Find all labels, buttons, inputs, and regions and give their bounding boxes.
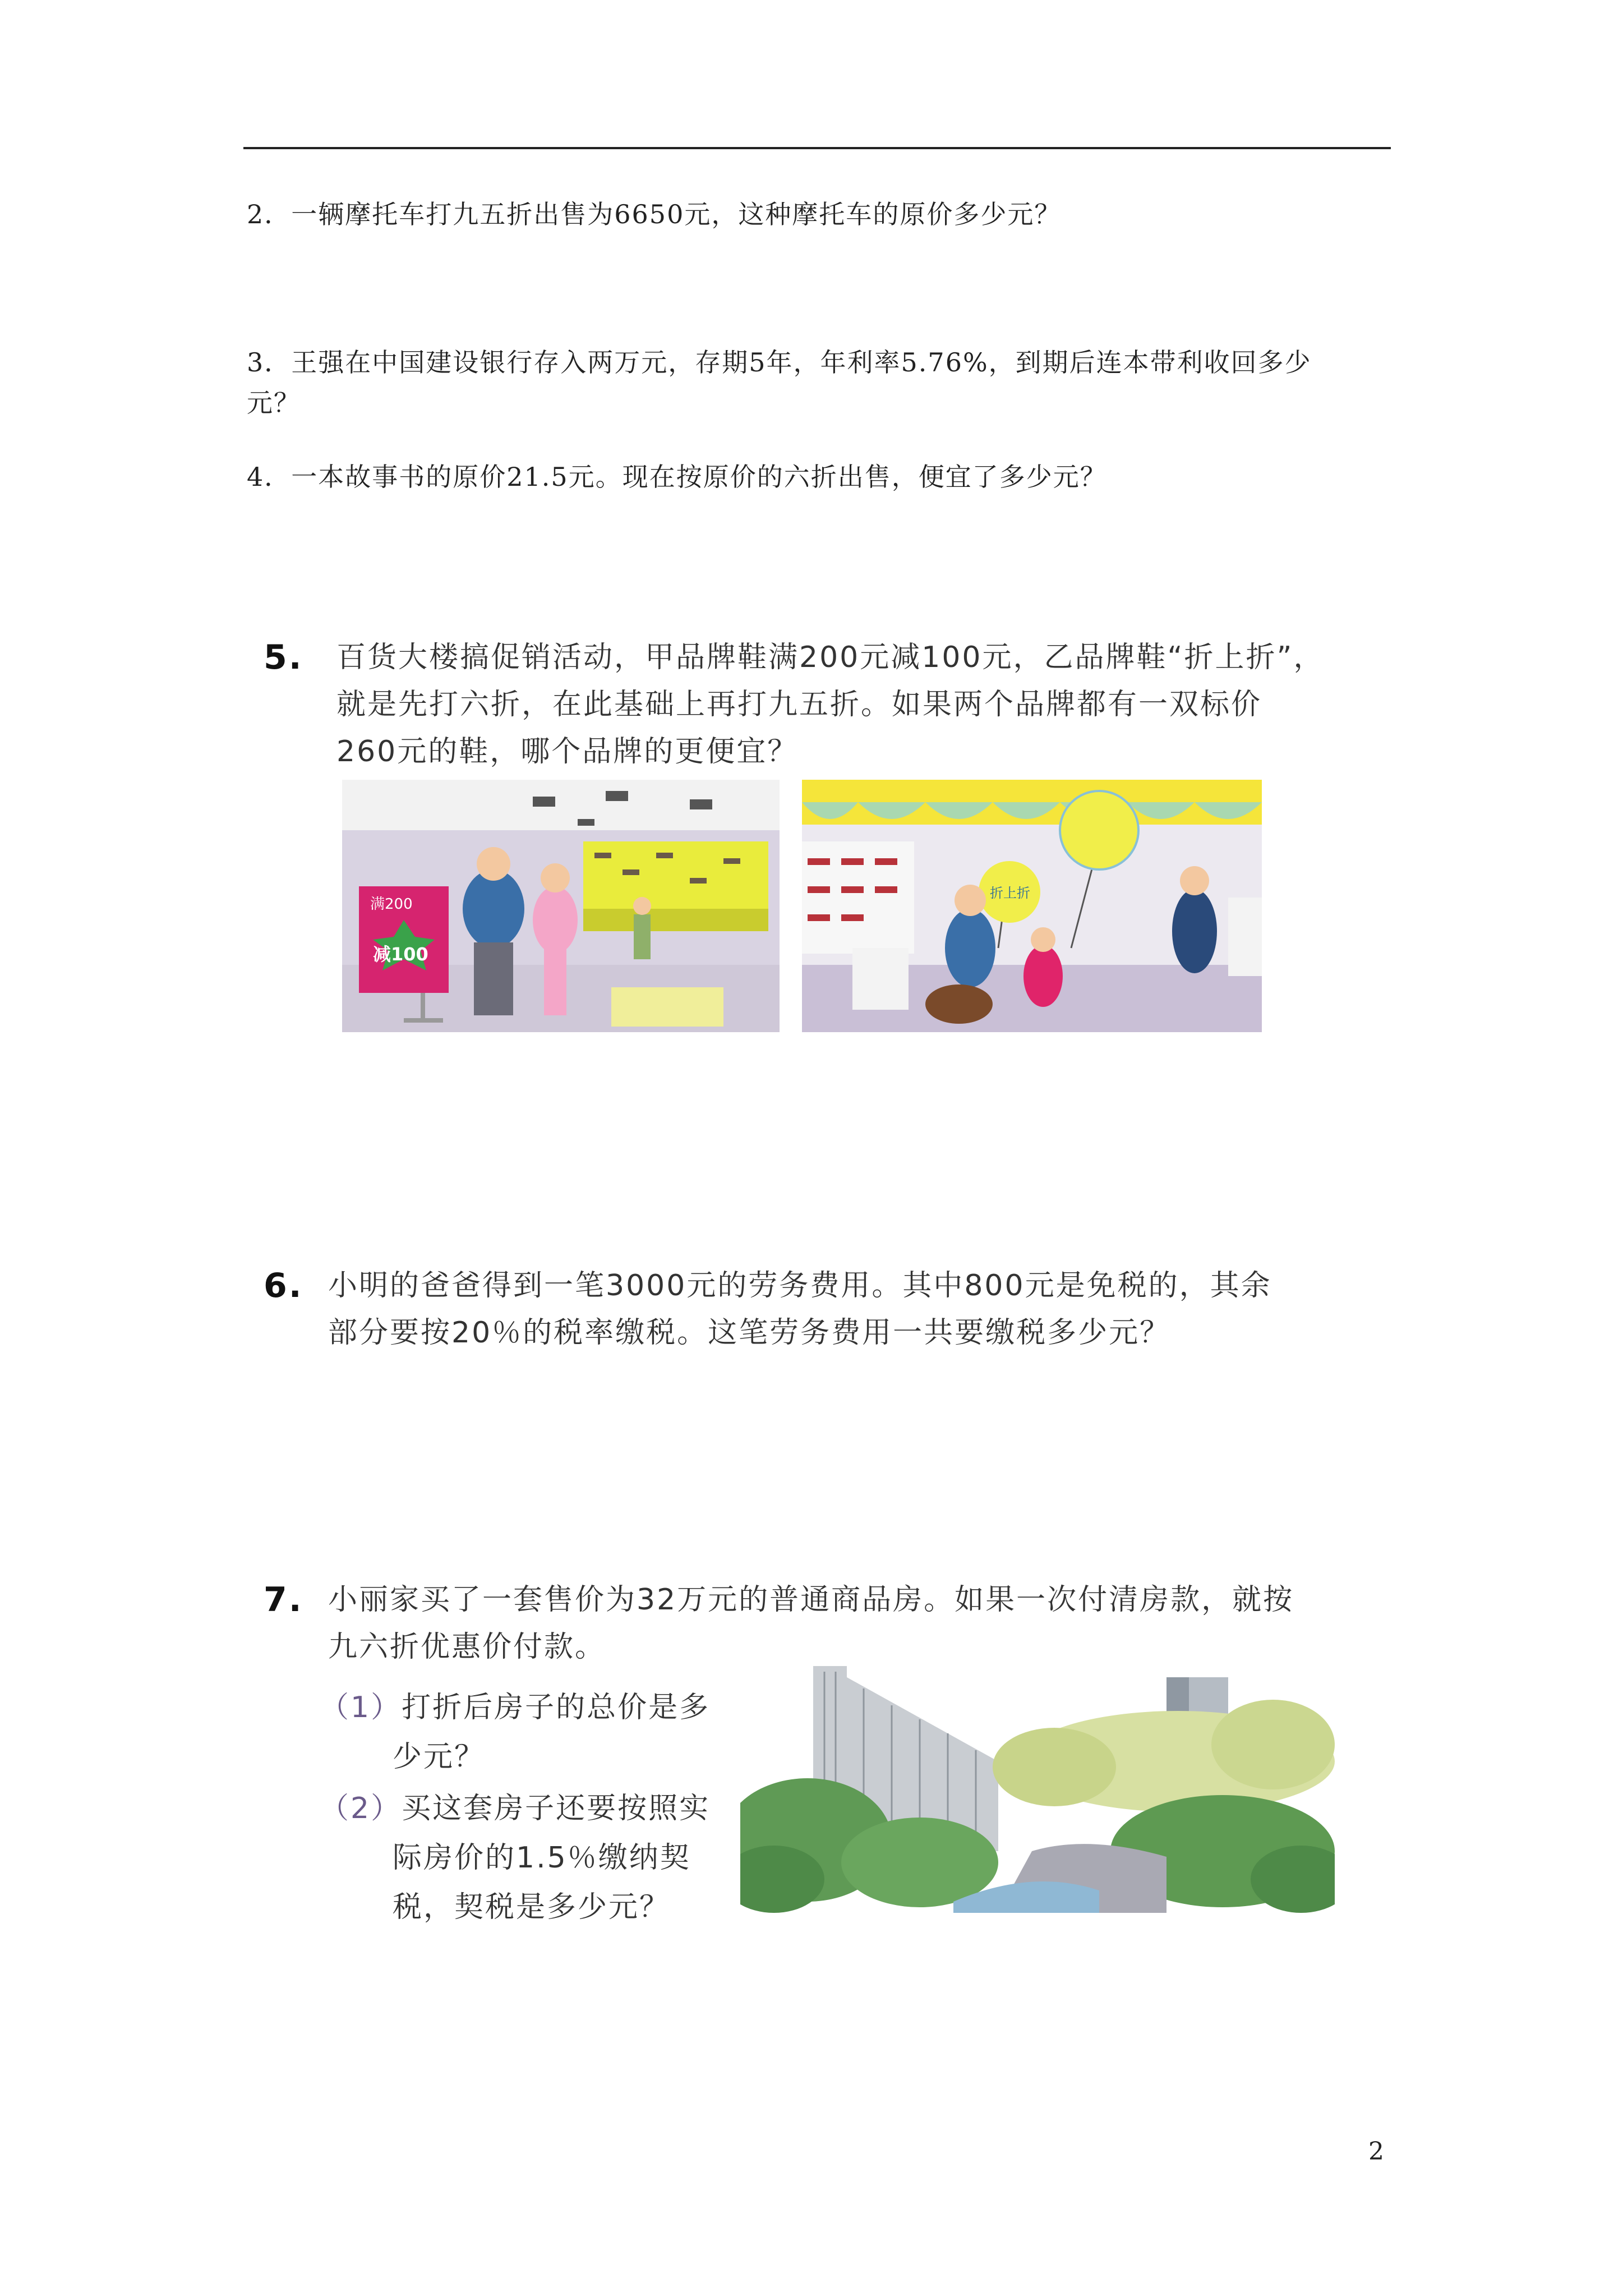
page-number: 2 [1368, 2137, 1384, 2166]
sign-top-text: 满200 [370, 896, 413, 913]
balloon-text: 折上折 [990, 885, 1030, 901]
store-b-illustration [802, 780, 1262, 1032]
sub-1-label: （1） [320, 1691, 402, 1724]
sub-1-line-2: 少元？ [393, 1740, 486, 1774]
question-6 [264, 1262, 1394, 1356]
question-7 [264, 1576, 1394, 1671]
question-5-line-1: 百货大楼搞促销活动，甲品牌鞋满200元减100元，乙品牌鞋“折上折”， [336, 641, 1325, 674]
question-7-line-1: 小丽家买了一套售价为32万元的普通商品房。如果一次付清房款，就按 [328, 1583, 1294, 1617]
question-4: 4．一本故事书的原价21.5元。现在按原价的六折出售，便宜了多少元？ [247, 462, 1107, 492]
question-7-line-2: 九六折优惠价付款。 [328, 1630, 606, 1664]
question-6-number: 6. [264, 1266, 303, 1305]
sub-2-label: （2） [320, 1792, 402, 1825]
sub-2-line-1: 买这套房子还要按照实 [402, 1792, 711, 1825]
sub-2-line-2: 际房价的1.5％缴纳契 [393, 1841, 691, 1875]
question-5-number: 5. [264, 638, 303, 677]
store-a-illustration [342, 780, 780, 1032]
question-7-number: 7. [264, 1580, 303, 1619]
question-6-line-2: 部分要按20％的税率缴税。这笔劳务费用一共要缴税多少元？ [328, 1316, 1171, 1350]
sub-2-line-3: 税，契税是多少元？ [393, 1890, 671, 1924]
question-7-sub-1 [320, 1683, 712, 1782]
housing-illustration [740, 1666, 1335, 1913]
question-5-line-3: 260元的鞋，哪个品牌的更便宜？ [336, 735, 799, 769]
question-3-line-2: 元？ [247, 388, 301, 418]
question-7-sub-2 [320, 1784, 712, 1932]
sign-bottom-text: 减100 [373, 944, 428, 965]
question-5 [264, 634, 1402, 775]
question-3-line-1: 3．王强在中国建设银行存入两万元，存期5年，年利率5.76%，到期后连本带利收回多少 [247, 347, 1312, 378]
sub-1-line-1: 打折后房子的总价是多 [402, 1691, 711, 1724]
question-5-line-2: 就是先打六折，在此基础上再打九五折。如果两个品牌都有一双标价 [336, 688, 1262, 721]
question-6-line-1: 小明的爸爸得到一笔3000元的劳务费用。其中800元是免税的，其余 [328, 1269, 1272, 1303]
header-rule [243, 147, 1391, 149]
question-2: 2．一辆摩托车打九五折出售为6650元，这种摩托车的原价多少元？ [247, 199, 1062, 229]
